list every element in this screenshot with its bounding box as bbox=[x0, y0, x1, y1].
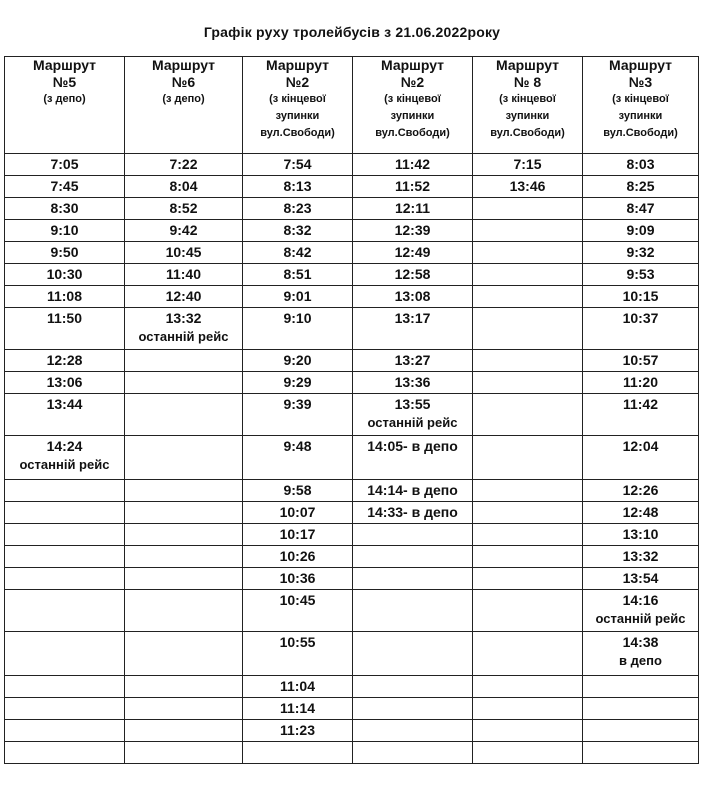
departure-time: 10:45 bbox=[165, 244, 202, 260]
table-cell-route-5 bbox=[5, 264, 125, 286]
table-cell-route-5 bbox=[5, 308, 125, 350]
trip-note: останній рейс bbox=[19, 457, 110, 472]
departure-time: 11:50 bbox=[46, 310, 83, 326]
column-header-line1: Маршрут bbox=[495, 57, 560, 73]
table-cell-route-8 bbox=[473, 698, 583, 720]
departure-time: 10:07 bbox=[279, 504, 316, 520]
departure-time: 11:42 bbox=[622, 396, 659, 412]
table-cell-route-6 bbox=[125, 676, 243, 698]
table-cell-route-3 bbox=[583, 568, 699, 590]
table-cell-route-6 bbox=[125, 394, 243, 436]
table-cell-route-2b bbox=[353, 480, 473, 502]
column-header-number: № 8 bbox=[513, 74, 542, 90]
table-cell-route-6 bbox=[125, 308, 243, 350]
table-cell-route-3 bbox=[583, 698, 699, 720]
table-cell-route-3 bbox=[583, 480, 699, 502]
table-cell-route-3 bbox=[583, 308, 699, 350]
table-cell-route-6 bbox=[125, 524, 243, 546]
table-cell-route-6 bbox=[125, 590, 243, 632]
table-cell-route-5 bbox=[5, 176, 125, 198]
table-cell-route-2a bbox=[243, 568, 353, 590]
trip-note: в депо bbox=[619, 653, 662, 668]
table-cell-route-6 bbox=[125, 632, 243, 676]
table-row bbox=[5, 286, 699, 308]
table-cell-route-8 bbox=[473, 436, 583, 480]
table-cell-route-3 bbox=[583, 436, 699, 480]
table-cell-route-2b bbox=[353, 350, 473, 372]
header-row bbox=[5, 57, 699, 154]
table-cell-route-5 bbox=[5, 154, 125, 176]
departure-time: 7:45 bbox=[50, 178, 79, 194]
column-header-note: зупинки bbox=[618, 110, 663, 122]
table-cell-route-2a bbox=[243, 546, 353, 568]
table-row bbox=[5, 502, 699, 524]
table-cell-route-3 bbox=[583, 350, 699, 372]
column-header-route-6 bbox=[125, 57, 243, 154]
table-cell-route-6 bbox=[125, 436, 243, 480]
table-cell-route-5 bbox=[5, 590, 125, 632]
schedule-table bbox=[4, 56, 699, 764]
table-cell-route-6 bbox=[125, 698, 243, 720]
column-header-line1: Маршрут bbox=[265, 57, 330, 73]
table-row bbox=[5, 590, 699, 632]
departure-time: 12:49 bbox=[394, 244, 431, 260]
table-cell-route-2a bbox=[243, 372, 353, 394]
table-cell-route-8 bbox=[473, 632, 583, 676]
table-cell-route-3 bbox=[583, 524, 699, 546]
table-cell-route-3 bbox=[583, 742, 699, 764]
column-header-number: №3 bbox=[628, 74, 653, 90]
departure-time: 8:23 bbox=[283, 200, 312, 216]
table-cell-route-8 bbox=[473, 372, 583, 394]
departure-time: 11:42 bbox=[394, 156, 431, 172]
departure-time: 14:16 bbox=[622, 592, 659, 608]
table-cell-route-2a bbox=[243, 286, 353, 308]
departure-time: 10:26 bbox=[279, 548, 316, 564]
departure-time: 8:51 bbox=[283, 266, 312, 282]
table-cell-route-2b bbox=[353, 436, 473, 480]
column-header-note: (з депо) bbox=[43, 93, 86, 105]
column-header-note: (з кінцевої bbox=[499, 93, 556, 105]
table-row bbox=[5, 546, 699, 568]
table-cell-route-3 bbox=[583, 154, 699, 176]
departure-time: 11:08 bbox=[46, 288, 83, 304]
column-header-number: №5 bbox=[52, 74, 77, 90]
table-cell-route-8 bbox=[473, 546, 583, 568]
table-cell-route-2a bbox=[243, 242, 353, 264]
table-row bbox=[5, 524, 699, 546]
table-cell-route-8 bbox=[473, 502, 583, 524]
departure-time: 11:52 bbox=[394, 178, 431, 194]
table-cell-route-8 bbox=[473, 286, 583, 308]
departure-time: 10:15 bbox=[622, 288, 659, 304]
table-row bbox=[5, 742, 699, 764]
table-cell-route-2b bbox=[353, 524, 473, 546]
departure-time: 14:24 bbox=[46, 438, 83, 454]
table-cell-route-8 bbox=[473, 154, 583, 176]
table-cell-route-8 bbox=[473, 676, 583, 698]
table-row bbox=[5, 676, 699, 698]
departure-time: 10:30 bbox=[46, 266, 83, 282]
departure-time: 9:01 bbox=[283, 288, 312, 304]
table-cell-route-5 bbox=[5, 568, 125, 590]
departure-time: 12:39 bbox=[394, 222, 431, 238]
departure-time: 10:37 bbox=[622, 310, 659, 326]
table-cell-route-6 bbox=[125, 720, 243, 742]
departure-time: 9:29 bbox=[283, 374, 312, 390]
departure-time: 10:57 bbox=[622, 352, 659, 368]
departure-time: 13:17 bbox=[394, 310, 431, 326]
departure-time: 9:09 bbox=[626, 222, 655, 238]
table-cell-route-2a bbox=[243, 198, 353, 220]
table-cell-route-2b bbox=[353, 264, 473, 286]
departure-time: 11:40 bbox=[165, 266, 202, 282]
departure-time: 11:23 bbox=[279, 722, 316, 738]
departure-time: 8:13 bbox=[283, 178, 312, 194]
table-row bbox=[5, 220, 699, 242]
table-cell-route-5 bbox=[5, 394, 125, 436]
column-header-note: (з депо) bbox=[162, 93, 205, 105]
table-cell-route-6 bbox=[125, 502, 243, 524]
departure-time: 8:52 bbox=[169, 200, 198, 216]
table-cell-route-6 bbox=[125, 264, 243, 286]
table-cell-route-3 bbox=[583, 632, 699, 676]
table-cell-route-2b bbox=[353, 372, 473, 394]
table-cell-route-2b bbox=[353, 394, 473, 436]
table-cell-route-3 bbox=[583, 198, 699, 220]
departure-time: 9:53 bbox=[626, 266, 655, 282]
table-cell-route-2a bbox=[243, 676, 353, 698]
column-header-note: зупинки bbox=[505, 110, 550, 122]
table-cell-route-2a bbox=[243, 720, 353, 742]
table-cell-route-6 bbox=[125, 350, 243, 372]
table-cell-route-6 bbox=[125, 568, 243, 590]
table-cell-route-2b bbox=[353, 308, 473, 350]
table-cell-route-2a bbox=[243, 308, 353, 350]
column-header-number: №2 bbox=[400, 74, 425, 90]
column-header-note: зупинки bbox=[390, 110, 435, 122]
column-header-note: вул.Свободи) bbox=[603, 127, 678, 139]
table-row bbox=[5, 350, 699, 372]
table-cell-route-2b bbox=[353, 242, 473, 264]
departure-time: 13:10 bbox=[622, 526, 659, 542]
column-header-line1: Маршрут bbox=[380, 57, 445, 73]
table-cell-route-2a bbox=[243, 264, 353, 286]
departure-time: 13:44 bbox=[46, 396, 83, 412]
table-row bbox=[5, 308, 699, 350]
column-header-note: (з кінцевої bbox=[384, 93, 441, 105]
trip-note: останній рейс bbox=[367, 415, 458, 430]
table-cell-route-5 bbox=[5, 524, 125, 546]
column-header-number: №2 bbox=[285, 74, 310, 90]
table-cell-route-3 bbox=[583, 590, 699, 632]
table-cell-route-5 bbox=[5, 198, 125, 220]
table-cell-route-3 bbox=[583, 546, 699, 568]
departure-time: 10:55 bbox=[279, 634, 316, 650]
table-cell-route-5 bbox=[5, 720, 125, 742]
column-header-route-8 bbox=[473, 57, 583, 154]
table-cell-route-5 bbox=[5, 698, 125, 720]
table-cell-route-2b bbox=[353, 698, 473, 720]
trip-note: останній рейс bbox=[138, 329, 229, 344]
departure-time: 9:10 bbox=[50, 222, 79, 238]
table-cell-route-8 bbox=[473, 220, 583, 242]
departure-time: 13:36 bbox=[394, 374, 431, 390]
departure-time: 13:08 bbox=[394, 288, 431, 304]
table-cell-route-8 bbox=[473, 198, 583, 220]
departure-time: 13:54 bbox=[622, 570, 659, 586]
table-cell-route-8 bbox=[473, 176, 583, 198]
table-cell-route-2b bbox=[353, 154, 473, 176]
departure-time: 13:55 bbox=[394, 396, 431, 412]
table-row bbox=[5, 632, 699, 676]
table-cell-route-2b bbox=[353, 286, 473, 308]
table-cell-route-2b bbox=[353, 676, 473, 698]
departure-time: 7:22 bbox=[169, 156, 198, 172]
table-cell-route-6 bbox=[125, 546, 243, 568]
departure-time: 14:38 bbox=[622, 634, 659, 650]
table-row bbox=[5, 242, 699, 264]
table-cell-route-8 bbox=[473, 264, 583, 286]
table-cell-route-2a bbox=[243, 394, 353, 436]
table-cell-route-6 bbox=[125, 372, 243, 394]
table-cell-route-8 bbox=[473, 720, 583, 742]
table-cell-route-8 bbox=[473, 524, 583, 546]
table-cell-route-2b bbox=[353, 720, 473, 742]
departure-time: 8:04 bbox=[169, 178, 198, 194]
table-cell-route-2b bbox=[353, 176, 473, 198]
table-cell-route-6 bbox=[125, 176, 243, 198]
departure-time: 9:42 bbox=[169, 222, 198, 238]
table-cell-route-2b bbox=[353, 198, 473, 220]
departure-time: 9:48 bbox=[283, 438, 312, 454]
table-cell-route-3 bbox=[583, 502, 699, 524]
column-header-note: зупинки bbox=[275, 110, 320, 122]
table-row bbox=[5, 568, 699, 590]
table-cell-route-3 bbox=[583, 394, 699, 436]
table-cell-route-5 bbox=[5, 286, 125, 308]
table-row bbox=[5, 154, 699, 176]
departure-time: 8:32 bbox=[283, 222, 312, 238]
table-cell-route-5 bbox=[5, 546, 125, 568]
table-cell-route-6 bbox=[125, 198, 243, 220]
table-cell-route-5 bbox=[5, 480, 125, 502]
table-cell-route-2a bbox=[243, 154, 353, 176]
column-header-line1: Маршрут bbox=[608, 57, 673, 73]
departure-time: 9:50 bbox=[50, 244, 79, 260]
departure-time: 9:10 bbox=[283, 310, 312, 326]
column-header-line1: Маршрут bbox=[151, 57, 216, 73]
table-cell-route-5 bbox=[5, 350, 125, 372]
table-cell-route-2a bbox=[243, 480, 353, 502]
table-row bbox=[5, 436, 699, 480]
departure-time: 11:04 bbox=[279, 678, 316, 694]
departure-time: 9:32 bbox=[626, 244, 655, 260]
departure-time: 12:48 bbox=[622, 504, 659, 520]
table-cell-route-2a bbox=[243, 436, 353, 480]
departure-time: 11:20 bbox=[622, 374, 659, 390]
table-cell-route-2a bbox=[243, 524, 353, 546]
column-header-route-5 bbox=[5, 57, 125, 154]
departure-time: 7:15 bbox=[513, 156, 542, 172]
table-row bbox=[5, 198, 699, 220]
table-cell-route-6 bbox=[125, 154, 243, 176]
table-cell-route-3 bbox=[583, 286, 699, 308]
table-cell-route-5 bbox=[5, 742, 125, 764]
column-header-note: (з кінцевої bbox=[612, 93, 669, 105]
table-cell-route-2b bbox=[353, 502, 473, 524]
table-cell-route-2b bbox=[353, 568, 473, 590]
trip-note: останній рейс bbox=[595, 611, 686, 626]
departure-time: 10:17 bbox=[279, 526, 316, 542]
departure-time: 13:06 bbox=[46, 374, 83, 390]
table-cell-route-8 bbox=[473, 350, 583, 372]
table-cell-route-5 bbox=[5, 502, 125, 524]
table-cell-route-6 bbox=[125, 480, 243, 502]
departure-time: 14:05- в депо bbox=[367, 438, 458, 454]
table-cell-route-5 bbox=[5, 372, 125, 394]
column-header-note: (з кінцевої bbox=[269, 93, 326, 105]
table-cell-route-3 bbox=[583, 720, 699, 742]
table-cell-route-5 bbox=[5, 632, 125, 676]
table-cell-route-2b bbox=[353, 632, 473, 676]
departure-time: 7:54 bbox=[283, 156, 312, 172]
departure-time: 8:25 bbox=[626, 178, 655, 194]
table-cell-route-3 bbox=[583, 176, 699, 198]
table-cell-route-8 bbox=[473, 590, 583, 632]
table-cell-route-3 bbox=[583, 264, 699, 286]
table-cell-route-2b bbox=[353, 590, 473, 632]
table-cell-route-5 bbox=[5, 436, 125, 480]
table-cell-route-2b bbox=[353, 220, 473, 242]
departure-time: 10:36 bbox=[279, 570, 316, 586]
table-cell-route-6 bbox=[125, 242, 243, 264]
departure-time: 13:32 bbox=[165, 310, 202, 326]
table-cell-route-6 bbox=[125, 742, 243, 764]
column-header-route-2b bbox=[353, 57, 473, 154]
table-row bbox=[5, 372, 699, 394]
table-cell-route-8 bbox=[473, 742, 583, 764]
column-header-line1: Маршрут bbox=[32, 57, 97, 73]
table-cell-route-8 bbox=[473, 242, 583, 264]
table-cell-route-8 bbox=[473, 568, 583, 590]
table-cell-route-2a bbox=[243, 698, 353, 720]
table-cell-route-6 bbox=[125, 220, 243, 242]
departure-time: 14:14- в депо bbox=[367, 482, 458, 498]
column-header-note: вул.Свободи) bbox=[375, 127, 450, 139]
table-cell-route-2a bbox=[243, 590, 353, 632]
departure-time: 8:42 bbox=[283, 244, 312, 260]
table-cell-route-8 bbox=[473, 480, 583, 502]
table-cell-route-2a bbox=[243, 502, 353, 524]
column-header-route-3 bbox=[583, 57, 699, 154]
table-cell-route-8 bbox=[473, 394, 583, 436]
departure-time: 13:27 bbox=[394, 352, 431, 368]
departure-time: 11:14 bbox=[279, 700, 316, 716]
table-row bbox=[5, 176, 699, 198]
table-cell-route-8 bbox=[473, 308, 583, 350]
table-cell-route-2b bbox=[353, 546, 473, 568]
departure-time: 9:20 bbox=[283, 352, 312, 368]
departure-time: 8:03 bbox=[626, 156, 655, 172]
departure-time: 8:47 bbox=[626, 200, 655, 216]
table-cell-route-3 bbox=[583, 242, 699, 264]
table-cell-route-5 bbox=[5, 220, 125, 242]
table-cell-route-2a bbox=[243, 176, 353, 198]
table-cell-route-2a bbox=[243, 350, 353, 372]
schedule-body bbox=[5, 154, 699, 764]
table-cell-route-5 bbox=[5, 242, 125, 264]
departure-time: 12:58 bbox=[394, 266, 431, 282]
table-cell-route-3 bbox=[583, 676, 699, 698]
page-title: Графік руху тролейбусів з 21.06.2022року bbox=[203, 24, 501, 40]
table-cell-route-6 bbox=[125, 286, 243, 308]
departure-time: 7:05 bbox=[50, 156, 79, 172]
departure-time: 12:26 bbox=[622, 482, 659, 498]
departure-time: 9:39 bbox=[283, 396, 312, 412]
departure-time: 8:30 bbox=[50, 200, 79, 216]
table-row bbox=[5, 394, 699, 436]
table-cell-route-3 bbox=[583, 220, 699, 242]
column-header-number: №6 bbox=[171, 74, 196, 90]
column-header-note: вул.Свободи) bbox=[490, 127, 565, 139]
table-row bbox=[5, 720, 699, 742]
departure-time: 10:45 bbox=[279, 592, 316, 608]
table-cell-route-3 bbox=[583, 372, 699, 394]
departure-time: 13:46 bbox=[509, 178, 546, 194]
table-cell-route-2a bbox=[243, 742, 353, 764]
table-cell-route-2a bbox=[243, 632, 353, 676]
table-cell-route-5 bbox=[5, 676, 125, 698]
departure-time: 12:40 bbox=[165, 288, 202, 304]
departure-time: 12:11 bbox=[394, 200, 431, 216]
table-row bbox=[5, 698, 699, 720]
table-row bbox=[5, 480, 699, 502]
departure-time: 14:33- в депо bbox=[367, 504, 458, 520]
departure-time: 12:28 bbox=[46, 352, 83, 368]
column-header-note: вул.Свободи) bbox=[260, 127, 335, 139]
column-header-route-2a bbox=[243, 57, 353, 154]
table-row bbox=[5, 264, 699, 286]
departure-time: 12:04 bbox=[622, 438, 659, 454]
table-cell-route-2b bbox=[353, 742, 473, 764]
departure-time: 13:32 bbox=[622, 548, 659, 564]
departure-time: 9:58 bbox=[283, 482, 312, 498]
table-cell-route-2a bbox=[243, 220, 353, 242]
